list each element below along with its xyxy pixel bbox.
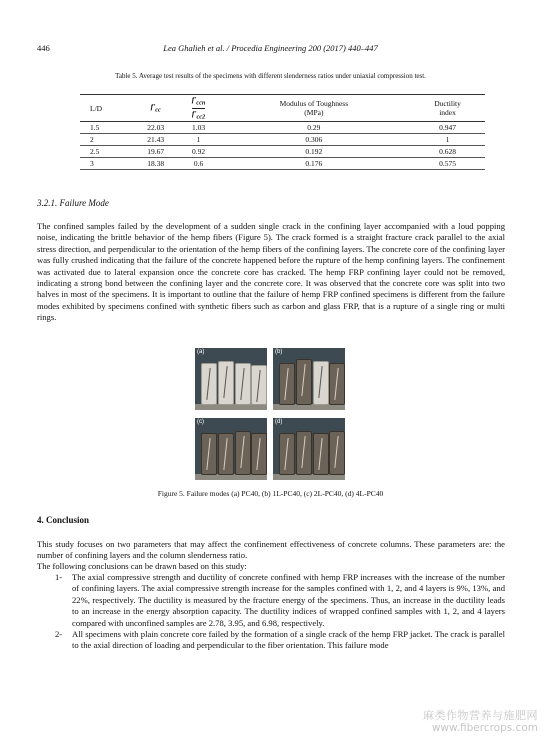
page-number: 446: [37, 43, 50, 53]
panel-label: (c): [197, 419, 204, 425]
table-caption: Table 5. Average test results of the specimens with different slenderness ratios under uniaxial compression test.: [115, 72, 426, 80]
col-toughness: Modulus of Toughness (MPa): [279, 99, 349, 117]
conclusion-list: [37, 572, 505, 652]
figure-panel-b: [273, 348, 345, 410]
cell-ductility: 0.575: [439, 159, 456, 168]
cell-ld: 1.5: [90, 123, 100, 132]
results-table: [80, 94, 485, 170]
table-row: [80, 122, 485, 134]
figure-5: [195, 348, 350, 480]
running-title: Lea Ghalieh et al. / Procedia Engineering 200 (2017) 440–447: [163, 43, 378, 53]
list-item-text: All specimens with plain concrete core failed by the formation of a single crack of the hemp FRP jacket. The crack is parallel to the axial direction of loading and perpendicular to the fiber orientation. This failure mode: [72, 629, 505, 651]
list-item: [37, 572, 505, 629]
list-item-text: The axial compressive strength and ductility of concrete confined with hemp FRP increases with the increase of the number of confining layers. The axial compressive strength increase for the samples confined with 1, 2, and 4 layers is 9%, 13%, and 22%, respectively. The ductility is measured by the fracture energy of the specimens. Thus, an increase in the ductility leads to an increase in the energy absorption capacity. The ductility indices of wrapped confined samples with 1, 2, and 4 layers compared with unconfined samples are 2.78, 3.95, and 6.98, respectively.: [72, 572, 505, 628]
section-heading-conclusion: 4. Conclusion: [37, 515, 90, 525]
list-item-number: 2-: [55, 629, 63, 640]
cell-ld: 3: [90, 159, 94, 168]
col-ductility: Ductility index: [434, 99, 461, 117]
col-fcc: $f'_{cc}$: [150, 102, 161, 114]
panel-label: (b): [275, 349, 283, 355]
figure-panel-d: [273, 418, 345, 480]
cell-ratio: 1.03: [191, 123, 206, 132]
col-ratio: $\frac{f'_{ccn}}{f'_{cc2}}$: [191, 95, 206, 120]
failure-mode-paragraph: The confined samples failed by the development of a sudden single crack in the confining layer accompanied with a loud popping noise, indicating the brittle behavior of the hemp fibers (Figure 5). The crack formed is a straight fracture crack parallel to the axial stress direction, and perpendicular to the orientation of the hemp fibers of the confining layers. The concrete core of the confining layer was fully crushed indicating that the failure of the concrete happened before the rupture of the hemp confining layers. The confinement was activated due to lateral expansion once the concrete core has cracked. The hemp FRP confining layer could not be removed, indicating a strong bond between the confining layer and the concrete core. It was observed that the concrete core was split into two halves in most of the specimens. It is important to outline that the failure of hemp FRP confined specimens is different from the failure modes exhibited by specimens confined with synthetic fibers such as carbon and glass FRP, that is a rupture of a single ring or multi rings.: [37, 221, 505, 323]
figure-panel-a: [195, 348, 267, 410]
panel-label: (a): [197, 349, 205, 355]
cell-toughness: 0.192: [305, 147, 323, 156]
table-header-row: [80, 95, 485, 122]
cell-ratio: 0.6: [193, 159, 204, 168]
cell-ductility: 0.628: [439, 147, 456, 156]
cell-ratio: 0.92: [191, 147, 206, 156]
cell-toughness: 0.29: [307, 123, 321, 132]
figure-caption: Figure 5. Failure modes (a) PC40, (b) 1L-PC40, (c) 2L-PC40, (d) 4L-PC40: [157, 489, 384, 498]
watermark-url: www.fibercrops.com: [431, 722, 538, 734]
cell-ductility: 1: [445, 135, 450, 144]
conclusion-lead-in: The following conclusions can be drawn based on this study:: [37, 561, 247, 571]
conclusion-paragraph: This study focuses on two parameters that may affect the confinement effectiveness of concrete columns. These parameters are: the number of confining layers and the column slenderness ratio.: [37, 539, 505, 561]
cell-fcc: 21.43: [147, 135, 165, 144]
list-item-number: 1-: [55, 572, 63, 582]
table-row: [80, 158, 485, 170]
watermark-chinese: 麻类作物营养与施肥网: [423, 709, 538, 722]
figure-panel-c: [195, 418, 267, 480]
section-heading-failure-mode: 3.2.1. Failure Mode: [37, 198, 109, 208]
cell-ratio: 1: [196, 135, 201, 144]
cell-fcc: 22.03: [147, 123, 165, 132]
panel-label: (d): [275, 419, 283, 425]
cell-ld: 2: [90, 135, 94, 144]
cell-ld: 2.5: [90, 147, 100, 156]
cell-fcc: 19.67: [147, 147, 165, 156]
cell-ductility: 0.947: [439, 123, 456, 132]
cell-toughness: 0.176: [305, 159, 323, 168]
table-row: [80, 134, 485, 146]
col-ld: L/D: [90, 103, 103, 113]
table-row: [80, 146, 485, 158]
cell-fcc: 18.38: [147, 159, 165, 168]
cell-toughness: 0.306: [305, 135, 323, 144]
list-item: [37, 629, 505, 652]
